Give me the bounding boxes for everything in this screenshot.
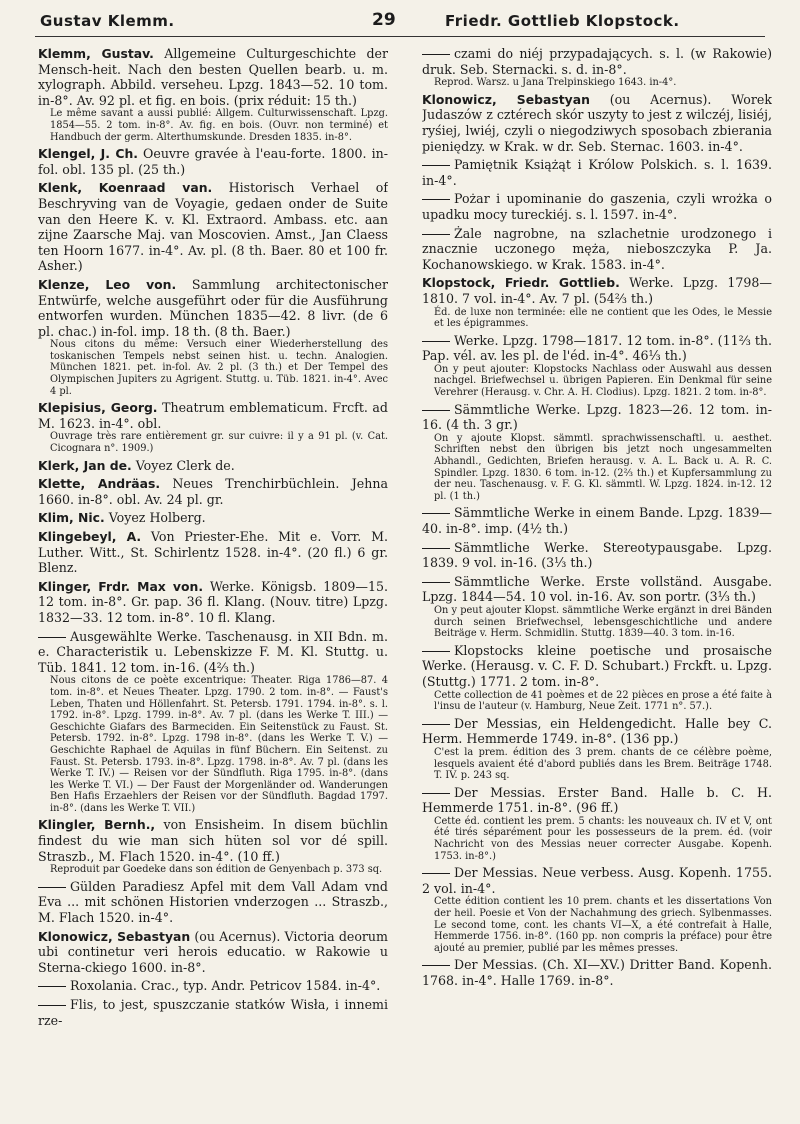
entry-main xyxy=(422,957,772,988)
entry-main xyxy=(38,929,388,976)
entry-main xyxy=(422,92,772,154)
entry-main xyxy=(38,879,388,926)
catalog-entry xyxy=(422,643,772,713)
entry-text: Sämmtliche Werke. Stereotypausgabe. Lpzg. 1839. 9 vol. in-16. (3⅓ th.) xyxy=(422,539,772,571)
catalog-entry xyxy=(422,865,772,954)
entry-note: Ouvrage très rare entièrement gr. sur cuivre: il y a 91 pl. (v. Cat. Cicognara n°. 1909.) xyxy=(50,431,388,455)
entry-text: (ou Acernus). Victoria deorum ubi continetur veri herois educatio. w Rakowie u Sterna-ckiego 1600. in-8°. xyxy=(38,928,388,975)
catalog-entry xyxy=(422,226,772,273)
entry-text: Der Messias. (Ch. XI—XV.) Dritter Band. Kopenh. 1768. in-4°. Halle 1769. in-8°. xyxy=(422,957,772,988)
entry-text: Der Messias. Erster Band. Halle b. C. H. Hemmerde 1751. in-8°. (96 ff.) xyxy=(422,784,772,816)
header-left-title: Gustav Klemm. xyxy=(40,12,175,30)
entry-main xyxy=(422,226,772,273)
entry-headword: Klingler, Bernh., xyxy=(38,817,156,833)
running-header xyxy=(0,8,800,34)
entry-note: On y peut ajouter Klopst. sämmtliche Werke ergänzt in drei Bänden durch seinen Briefwechsel, lebensgeschichtliche und andere Beiträge v. Herm. Schmidlin. Stuttg. 1839—40. 3 tom. in-16. xyxy=(434,604,772,640)
entry-note: Nous citons du même: Versuch einer Wiederherstellung des toskanischen Tempels nebst seinen hist. u. techn. Analogien. München 1821. pet. in-fol. Av. 2 pl. (3 th.) et Der Tempel des Olympischen Jupiters zu Agrigent. Stuttg. u. Tüb. 1821. in-4°. Avec 4 pl. xyxy=(50,339,388,397)
ditto-dash xyxy=(422,651,450,652)
catalog-entry xyxy=(422,191,772,222)
catalog-entry xyxy=(38,510,388,526)
catalog-entry xyxy=(38,629,388,815)
entry-text: Sammlung architectonischer Entwürfe, welche ausgeführt oder für die Ausführung entworfen wurden. München 1835—42. 8 livr. (de 6 pl. chac.) in-fol. imp. 18 th. (8 th. Baer.) xyxy=(38,276,388,339)
catalog-entry xyxy=(38,458,388,474)
entry-headword: Klette, Andräas. xyxy=(38,476,161,492)
entry-text: Ausgewählte Werke. Taschenausg. in XII Bdn. m. e. Characteristik u. Lebenskizze F. M. Kl. Stuttg. u. Tüb. 1841. 12 tom. in-16. (4⅔ th.) xyxy=(38,628,388,675)
entry-text: Werke. Lpzg. 1798—1817. 12 tom. in-8°. (11⅔ th. Pap. vél. av. les pl. de l'éd. in-4°. 46⅓ th.) xyxy=(422,332,772,364)
entry-text: Neues Trenchirbüchlein. Jehna 1660. in-8°. obl. Av. 24 pl. gr. xyxy=(38,476,388,507)
entry-text: Werke. Königsb. 1809—15. 12 tom. in-8°. Gr. pap. 36 fl. Klang. (Nouv. titre) Lpzg. 1832—33. 12 tom. in-8°. 10 fl. Klang. xyxy=(38,578,388,625)
ditto-dash xyxy=(38,986,66,987)
entry-text: czami do niéj przypadających. s. l. (w Rakowie) druk. Seb. Sternacki. s. d. in-8°. xyxy=(422,46,772,77)
entry-headword: Klerk, Jan de. xyxy=(38,457,132,473)
catalog-entry xyxy=(422,957,772,988)
catalog-entry xyxy=(38,476,388,507)
entry-main xyxy=(38,180,388,274)
header-rule xyxy=(35,36,765,37)
entry-headword: Klonowicz, Sebastyan xyxy=(422,91,590,107)
catalog-entry xyxy=(38,146,388,177)
ditto-dash xyxy=(422,965,450,966)
entry-main xyxy=(422,865,772,896)
page-number: 29 xyxy=(372,10,396,30)
catalog-entry xyxy=(422,785,772,863)
entry-headword: Klengel, J. Ch. xyxy=(38,146,138,162)
entry-text: Voyez Clerk de. xyxy=(135,457,235,473)
ditto-dash xyxy=(422,548,450,549)
catalog-entry xyxy=(38,929,388,976)
entry-main xyxy=(422,785,772,816)
ditto-dash xyxy=(422,513,450,514)
entry-text: von Ensisheim. In disem büchlin findest du wie man sich hüten sol vor dé spill. Straszb., M. Flach 1520. in-4°. (10 ff.) xyxy=(38,817,388,864)
entry-main xyxy=(38,146,388,177)
entry-text: Oeuvre gravée à l'eau-forte. 1800. in-fol. obl. 135 pl. (25 th.) xyxy=(38,146,388,177)
entry-main xyxy=(422,46,772,77)
entry-note: Le même savant a aussi publié: Allgem. Culturwissenschaft. Lpzg. 1854—55. 2 tom. in-8°. Av. fig. en bois. (Ouvr. non terminé) et Handbuch der germ. Alterthumskunde. Dresden 1835. in-8°. xyxy=(50,108,388,143)
right-column xyxy=(422,46,772,1116)
entry-note: C'est la prem. édition des 3 prem. chants de ce célèbre poème, lesquels avaient été d'abord publiés dans les Brem. Beiträge 1748. T. IV. p. 243 sq. xyxy=(434,746,772,782)
entry-main xyxy=(422,157,772,188)
entry-text: Historisch Verhael of Beschryving van de Voyagie, gedaen onder de Suite van den Heere K. v. Kl. Extraord. Ambass. etc. aan zijne Zaarsche Maj. van Moscovien. Amst., Jan Claess ten Hoorn 1677. in-4°. Av. pl. (8 th. Baer. 80 et 100 fr. Asher.) xyxy=(38,180,388,274)
entry-main xyxy=(422,275,772,306)
entry-text: Der Messias, ein Heldengedicht. Halle bey C. Herm. Hemmerde 1749. in-8°. (136 pp.) xyxy=(422,715,772,747)
ditto-dash xyxy=(422,54,450,55)
entry-note: Nous citons de ce poète excentrique: Theater. Riga 1786—87. 4 tom. in-8°. et Neues Theater. Lpzg. 1790. 2 tom. in-8°. — Faust's Leben, Thaten und Höllenfahrt. St. Petersb. 1791. 1794. in-8°. s. l. 1792. in-8°. Lpzg. 1799. in-8°. Av. 7 pl. (dans les Werke T. III.) — Geschichte Giafars des Barmeciden. Ein Seitenstück zu Faust. St. Petersb. 1792. in-8°. Lpzg. 1798 in-8°. (dans les Werke T. V.) — Geschichte Raphael de Aquilas in fünf Büchern. Ein Seitenst. zu Faust. St. Petersb. 1793. in-8°. Lpzg. 1798. in-8°. Av. 7 pl. (dans les Werke T. IV.) — Reisen vor der Sündfluth. Riga 1795. in-8°. (dans les Werke T. VI.) — Der Faust der Morgenländer od. Wanderungen Ben Hafis Erzaehlers der Reisen vor der Sündfluth. Bagdad 1797. in-8°. (dans les Werke T. VII.) xyxy=(50,675,388,814)
entry-note: Reproduit par Goedeke dans son édition de Genyenbach p. 373 sq. xyxy=(50,864,383,876)
catalog-entry xyxy=(422,574,772,640)
ditto-dash xyxy=(38,1005,66,1006)
entry-note: Cette collection de 41 poèmes et de 22 pièces en prose a été faite à l'insu de l'auteur (v. Hamburg, Neue Zeit. 1771 n°. 57.). xyxy=(434,689,772,713)
ditto-dash xyxy=(422,341,450,342)
entry-text: Allgemeine Culturgeschichte der Mensch-heit. Nach den besten Quellen bearb. u. m. xylograph. Abbild. verseheu. Lpzg. 1843—52. 10 tom. in-8°. Av. 92 pl. et fig. en bois. (prix réduit: 15 th.) xyxy=(38,46,388,108)
entry-main xyxy=(422,540,772,571)
header-right-title: Friedr. Gottlieb Klopstock. xyxy=(445,12,680,30)
entry-main xyxy=(422,643,772,690)
entry-main xyxy=(422,191,772,222)
entry-text: Von Priester-Ehe. Mit e. Vorr. M. Luther. Witt., St. Schirlentz 1528. in-4°. (20 fl.) 6 gr. Blenz. xyxy=(38,529,388,576)
entry-text: (ou Acernus). Worek Judaszów z cztérech skór uszyty to jest z wilczéj, lisiéj, ryśiej, lwiéj, czyli o niegodziwych sposobach zbierania pieniędzy. w Krak. w dr. Seb. Sternac. 1603. in-4°. xyxy=(422,91,772,154)
catalog-entry xyxy=(38,997,388,1028)
catalog-entry xyxy=(38,579,388,626)
entry-main xyxy=(38,510,388,526)
entry-note: On y ajoute Klopst. sämmtl. sprachwissenschaftl. u. aesthet. Schriften nebst den übrigen bis jetzt noch ungesammelten Abhandl., Gedichten, Briefen herausg. v. A. L. Back u. A. R. C. Spindler. Lpzg. 1830. 6 tom. in-12. (2⅔ th.) et Kupfersammlung zu der neu. Taschenausg. v. F. G. Kl. sämmtl. W. Lpzg. 1824. in-12. 12 pl. (1 th.) xyxy=(434,432,772,502)
catalog-entry xyxy=(38,400,388,454)
catalog-entry xyxy=(38,46,388,143)
entry-text: Roxolania. Crac., typ. Andr. Petricov 1584. in-4°. xyxy=(70,978,381,994)
ditto-dash xyxy=(422,234,450,235)
entry-main xyxy=(38,817,388,864)
entry-main xyxy=(38,46,388,108)
catalog-entry xyxy=(422,540,772,571)
entry-headword: Klopstock, Friedr. Gottlieb. xyxy=(422,275,620,291)
entry-main xyxy=(422,505,772,536)
catalog-entry xyxy=(38,180,388,274)
catalog-entry xyxy=(422,275,772,329)
entry-main xyxy=(38,476,388,507)
entry-main xyxy=(38,400,388,431)
left-column xyxy=(38,46,388,1116)
catalog-entry xyxy=(422,157,772,188)
entry-main xyxy=(38,629,388,676)
entry-text: Der Messias. Neue verbess. Ausg. Kopenh. 1755. 2 vol. in-4°. xyxy=(422,865,772,896)
entry-headword: Klepisius, Georg. xyxy=(38,400,158,416)
entry-headword: Klemm, Gustav. xyxy=(38,46,154,61)
catalog-entry xyxy=(422,333,772,399)
entry-text: Flis, to jest, spuszczanie statków Wisła, i innemi rze- xyxy=(38,997,388,1028)
entry-text: Sämmtliche Werke in einem Bande. Lpzg. 1839—40. in-8°. imp. (4½ th.) xyxy=(422,505,772,536)
ditto-dash xyxy=(422,793,450,794)
entry-text: Żale nagrobne, na szlachetnie urodzonego i znacznie uczonego męża, nieboszczyka P. Ja. Kochanowskiego. w Krak. 1583. in-4°. xyxy=(422,225,772,272)
entry-main xyxy=(38,458,388,474)
entry-text: Voyez Holberg. xyxy=(108,510,206,526)
entry-text: Sämmtliche Werke. Lpzg. 1823—26. 12 tom. in-16. (4 th. 3 gr.) xyxy=(422,401,772,433)
entry-note: Cette éd. contient les prem. 5 chants: les nouveaux ch. IV et V, ont été tirés séparément pour les possesseurs de la prem. éd. (voir Nachricht von des Messias neuer correcter Ausgabe. Kopenh. 1753. in-8°.) xyxy=(434,815,772,862)
entry-headword: Klinger, Frdr. Max von. xyxy=(38,578,204,594)
entry-main xyxy=(422,716,772,747)
ditto-dash xyxy=(422,199,450,200)
ditto-dash xyxy=(422,165,450,166)
entry-headword: Klenze, Leo von. xyxy=(38,276,177,292)
entry-text: Pamiętnik Książąt i Królow Polskich. s. l. 1639. in-4°. xyxy=(422,157,772,188)
entry-headword: Klenk, Koenraad van. xyxy=(38,180,213,196)
entry-headword: Klingebeyl, A. xyxy=(38,529,142,544)
entry-main xyxy=(422,333,772,364)
entry-main xyxy=(38,529,388,576)
entry-text: Gülden Paradiesz Apfel mit dem Vall Adam vnd Eva ... mit schönen Historien vnderzogen ... Straszb., M. Flach 1520. in-4°. xyxy=(38,878,388,926)
entry-note: Cette édition contient les 10 prem. chants et les dissertations Von der heil. Poesie et Von der Nachahmung des griech. Sylbenmasses. Le second tome, cont. les chants VI—X, a été contrefait à Halle, Hemmerde 1756. in-8°. (160 pp. non compris la préface) pour être ajouté au premier, publié par les mêmes presses. xyxy=(434,896,772,954)
catalog-entry xyxy=(38,879,388,926)
entry-main xyxy=(38,997,388,1028)
catalog-entry xyxy=(422,505,772,536)
entry-note: Éd. de luxe non terminée: elle ne contient que les Odes, le Messie et les épigrammes. xyxy=(434,306,772,330)
ditto-dash xyxy=(422,582,450,583)
ditto-dash xyxy=(422,410,450,411)
ditto-dash xyxy=(38,887,66,888)
entry-text: Werke. Lpzg. 1798—1810. 7 vol. in-4°. Av. 7 pl. (54⅔ th.) xyxy=(422,275,772,306)
catalog-entry xyxy=(38,978,388,994)
entry-main xyxy=(38,579,388,626)
entry-main xyxy=(422,574,772,605)
entry-headword: Klonowicz, Sebastyan xyxy=(38,928,191,944)
entry-main xyxy=(38,277,388,339)
catalog-entry xyxy=(422,402,772,503)
entry-headword: Klim, Nic. xyxy=(38,510,105,526)
entry-text: Pożar i upominanie do gaszenia, czyli wrożka o upadku mocy tureckiéj. s. l. 1597. in-4°. xyxy=(422,191,772,222)
ditto-dash xyxy=(38,637,66,638)
catalog-entry xyxy=(38,529,388,576)
entry-main xyxy=(38,978,388,994)
entry-note: Reprod. Warsz. u Jana Trelpinskiego 1643. in-4°. xyxy=(434,77,677,89)
catalog-entry xyxy=(422,716,772,782)
entry-note: On y peut ajouter: Klopstocks Nachlass oder Auswahl aus dessen nachgel. Briefwechsel u. übrigen Papieren. Ein Denkmal für seine Verehrer (Herausg. v. Chr. A. H. Clodius). Lpzg. 1821. 2 tom. in-8°. xyxy=(434,363,772,399)
catalog-entry xyxy=(422,46,772,89)
entry-text: Klopstocks kleine poetische und prosaische Werke. (Herausg. v. C. F. D. Schubart.) Frckft. u. Lpzg. (Stuttg.) 1771. 2 tom. in-8°. xyxy=(422,642,772,689)
catalog-entry xyxy=(422,92,772,154)
entry-text: Theatrum emblematicum. Frcft. ad M. 1623. in-4°. obl. xyxy=(38,400,388,431)
ditto-dash xyxy=(422,873,450,874)
entry-main xyxy=(422,402,772,433)
catalog-entry xyxy=(38,277,388,397)
entry-text: Sämmtliche Werke. Erste vollständ. Ausgabe. Lpzg. 1844—54. 10 vol. in-16. Av. son portr. (3⅓ th.) xyxy=(422,573,772,605)
catalog-entry xyxy=(38,817,388,875)
ditto-dash xyxy=(422,724,450,725)
